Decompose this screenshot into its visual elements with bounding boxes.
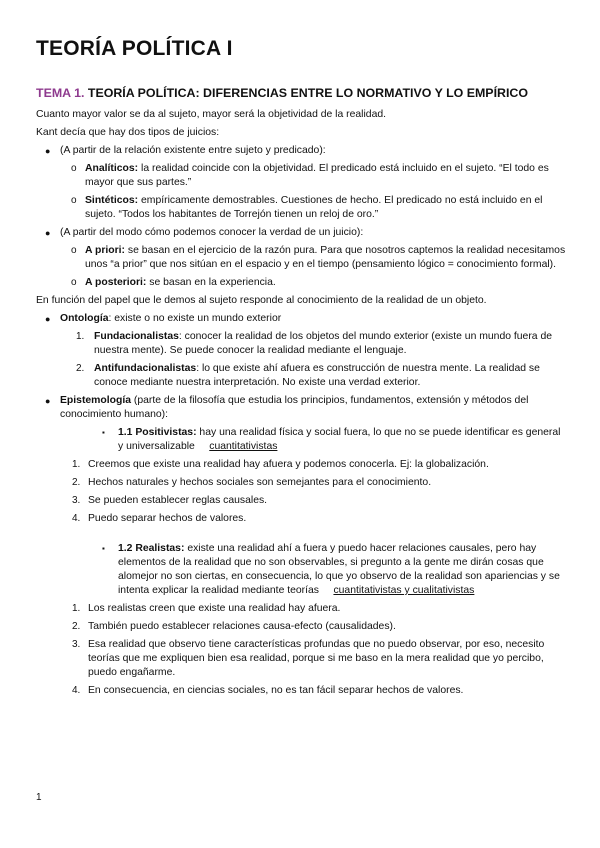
circle-bullet-icon: o xyxy=(71,277,77,288)
underlined-term: cuantitativistas y cualitativistas xyxy=(333,585,475,596)
list-number: 1. xyxy=(72,603,81,614)
list-number: 1. xyxy=(76,331,85,342)
term-ontologia: Ontología xyxy=(60,313,109,324)
bullet-icon: ● xyxy=(45,228,51,238)
list-item-text: También puedo establecer relaciones causa-efecto (causalidades). xyxy=(88,621,396,632)
list-number: 2. xyxy=(76,363,85,374)
term-realistas: 1.2 Realistas: xyxy=(118,543,185,554)
list-item-text: : existe o no existe un mundo exterior xyxy=(108,313,282,324)
section-heading xyxy=(36,86,528,100)
list-item-aposteriori xyxy=(36,276,566,290)
list-number: 4. xyxy=(72,685,81,696)
bullet-icon: ● xyxy=(45,314,51,324)
list-item-text: (A partir de la relación existente entre sujeto y predicado): xyxy=(60,145,326,156)
list-item-text: Esa realidad que observo tiene características profundas que no puedo observar, por eso, necesito teorías que me expliquen bien esa realidad, porque si me baso en la mera realidad que yo percibo, puedo engañarme. xyxy=(88,639,545,678)
square-bullet-icon: ▪ xyxy=(102,428,105,437)
list-item-text: se basan en la experiencia. xyxy=(146,277,276,288)
underlined-term: cuantitativistas xyxy=(209,441,278,452)
list-item-text: : lo que existe ahí afuera es construcción de nuestra mente. La realidad se conoce mediante nuestra interpretación. No existe una verdad exterior. xyxy=(94,363,540,388)
list-number: 2. xyxy=(72,477,81,488)
list-item-text: la realidad coincide con la objetividad. El predicado está incluido en el sujeto. “El todo es mayor que sus partes.” xyxy=(85,163,549,188)
term-aposteriori: A posteriori: xyxy=(85,277,147,288)
list-item-text: Los realistas creen que existe una realidad hay afuera. xyxy=(88,603,341,614)
list-item-modo xyxy=(36,226,566,240)
list-item xyxy=(36,512,566,526)
list-item-ontologia xyxy=(36,312,566,326)
list-item-text: Se pueden establecer reglas causales. xyxy=(88,495,268,506)
circle-bullet-icon: o xyxy=(71,163,77,174)
term-positivistas: 1.1 Positivistas: xyxy=(118,427,197,438)
list-item-text: hay una realidad física y social fuera, lo que no se puede identificar es general y universalizable xyxy=(118,427,561,452)
list-number: 4. xyxy=(72,513,81,524)
bullet-icon: ● xyxy=(45,396,51,406)
document-body xyxy=(36,108,566,702)
list-item xyxy=(36,602,566,616)
list-item xyxy=(36,684,566,698)
list-number: 3. xyxy=(72,495,81,506)
list-item-sinteticos xyxy=(36,194,566,222)
list-item-relacion xyxy=(36,144,566,158)
term-epistemologia: Epistemología xyxy=(60,395,132,406)
list-item-epistemologia xyxy=(36,394,566,422)
term-antifundacionalistas: Antifundacionalistas xyxy=(94,363,197,374)
list-item-positivistas xyxy=(36,426,566,454)
list-item xyxy=(36,638,566,680)
list-item-realistas xyxy=(36,542,566,598)
spacer xyxy=(36,530,566,542)
square-bullet-icon: ▪ xyxy=(102,544,105,553)
list-item-analiticos xyxy=(36,162,566,190)
list-item xyxy=(36,494,566,508)
bullet-icon: ● xyxy=(45,146,51,156)
list-item xyxy=(36,458,566,472)
document-title: TEORÍA POLÍTICA I xyxy=(36,37,233,60)
list-item-text: En consecuencia, en ciencias sociales, no es tan fácil separar hechos de valores. xyxy=(88,685,464,696)
list-item-apriori xyxy=(36,244,566,272)
section-number: TEMA 1. xyxy=(36,86,85,100)
list-item xyxy=(36,620,566,634)
term-apriori: A priori: xyxy=(85,245,126,256)
list-item-text: existe una realidad ahí a fuera y puedo hacer relaciones causales, pero hay elementos de la realidad que no son observables, si pregunto a la gente me dirán cosas que alomejor no son ciertas, en consecuencia, lo que yo observo de la realidad son apariencias y se intenta explicar la realidad mediante teorías xyxy=(118,543,560,596)
term-sinteticos: Sintéticos: xyxy=(85,195,139,206)
list-number: 3. xyxy=(72,639,81,650)
list-item-text: se basan en el ejercicio de la razón pura. Para que nosotros captemos la realidad necesitamos unos “a prior” que nos sitúan en el espacio y en el tiempo (pensamiento lógico = conocimiento formal). xyxy=(85,245,566,270)
list-item-text: Puedo separar hechos de valores. xyxy=(88,513,247,524)
list-number: 2. xyxy=(72,621,81,632)
list-number: 1. xyxy=(72,459,81,470)
list-item-text: (parte de la filosofía que estudia los principios, fundamentos, extensión y métodos del conocimiento humano): xyxy=(60,395,529,420)
list-item-text: : conocer la realidad de los objetos del mundo exterior (existe un mundo fuera de nuestra mente). Se puede conocer la realidad mediante el lenguaje. xyxy=(94,331,553,356)
circle-bullet-icon: o xyxy=(71,245,77,256)
list-item-fundacionalistas xyxy=(36,330,566,358)
circle-bullet-icon: o xyxy=(71,195,77,206)
term-fundacionalistas: Fundacionalistas xyxy=(94,331,179,342)
list-item-text: Creemos que existe una realidad hay afuera y podemos conocerla. Ej: la globalización. xyxy=(88,459,489,470)
list-item-text: Hechos naturales y hechos sociales son semejantes para el conocimiento. xyxy=(88,477,432,488)
intro-paragraph: Cuanto mayor valor se da al sujeto, mayor será la objetividad de la realidad. xyxy=(36,109,387,120)
section-title: TEORÍA POLÍTICA: DIFERENCIAS ENTRE LO NORMATIVO Y LO EMPÍRICO xyxy=(87,86,528,100)
intro-paragraph-kant: Kant decía que hay dos tipos de juicios: xyxy=(36,127,220,138)
list-item-text: empíricamente demostrables. Cuestiones de hecho. El predicado no está incluido en el sujeto. “Todos los habitantes de Torrejón tienen un reloj de oro.” xyxy=(85,195,543,220)
term-analiticos: Analíticos: xyxy=(85,163,139,174)
list-item xyxy=(36,476,566,490)
list-item-text: (A partir del modo cómo podemos conocer la verdad de un juicio): xyxy=(60,227,364,238)
list-item-antifundacionalistas xyxy=(36,362,566,390)
paragraph-funcion: En función del papel que le demos al sujeto responde al conocimiento de la realidad de un objeto. xyxy=(36,295,487,306)
page-number: 1 xyxy=(36,792,42,803)
